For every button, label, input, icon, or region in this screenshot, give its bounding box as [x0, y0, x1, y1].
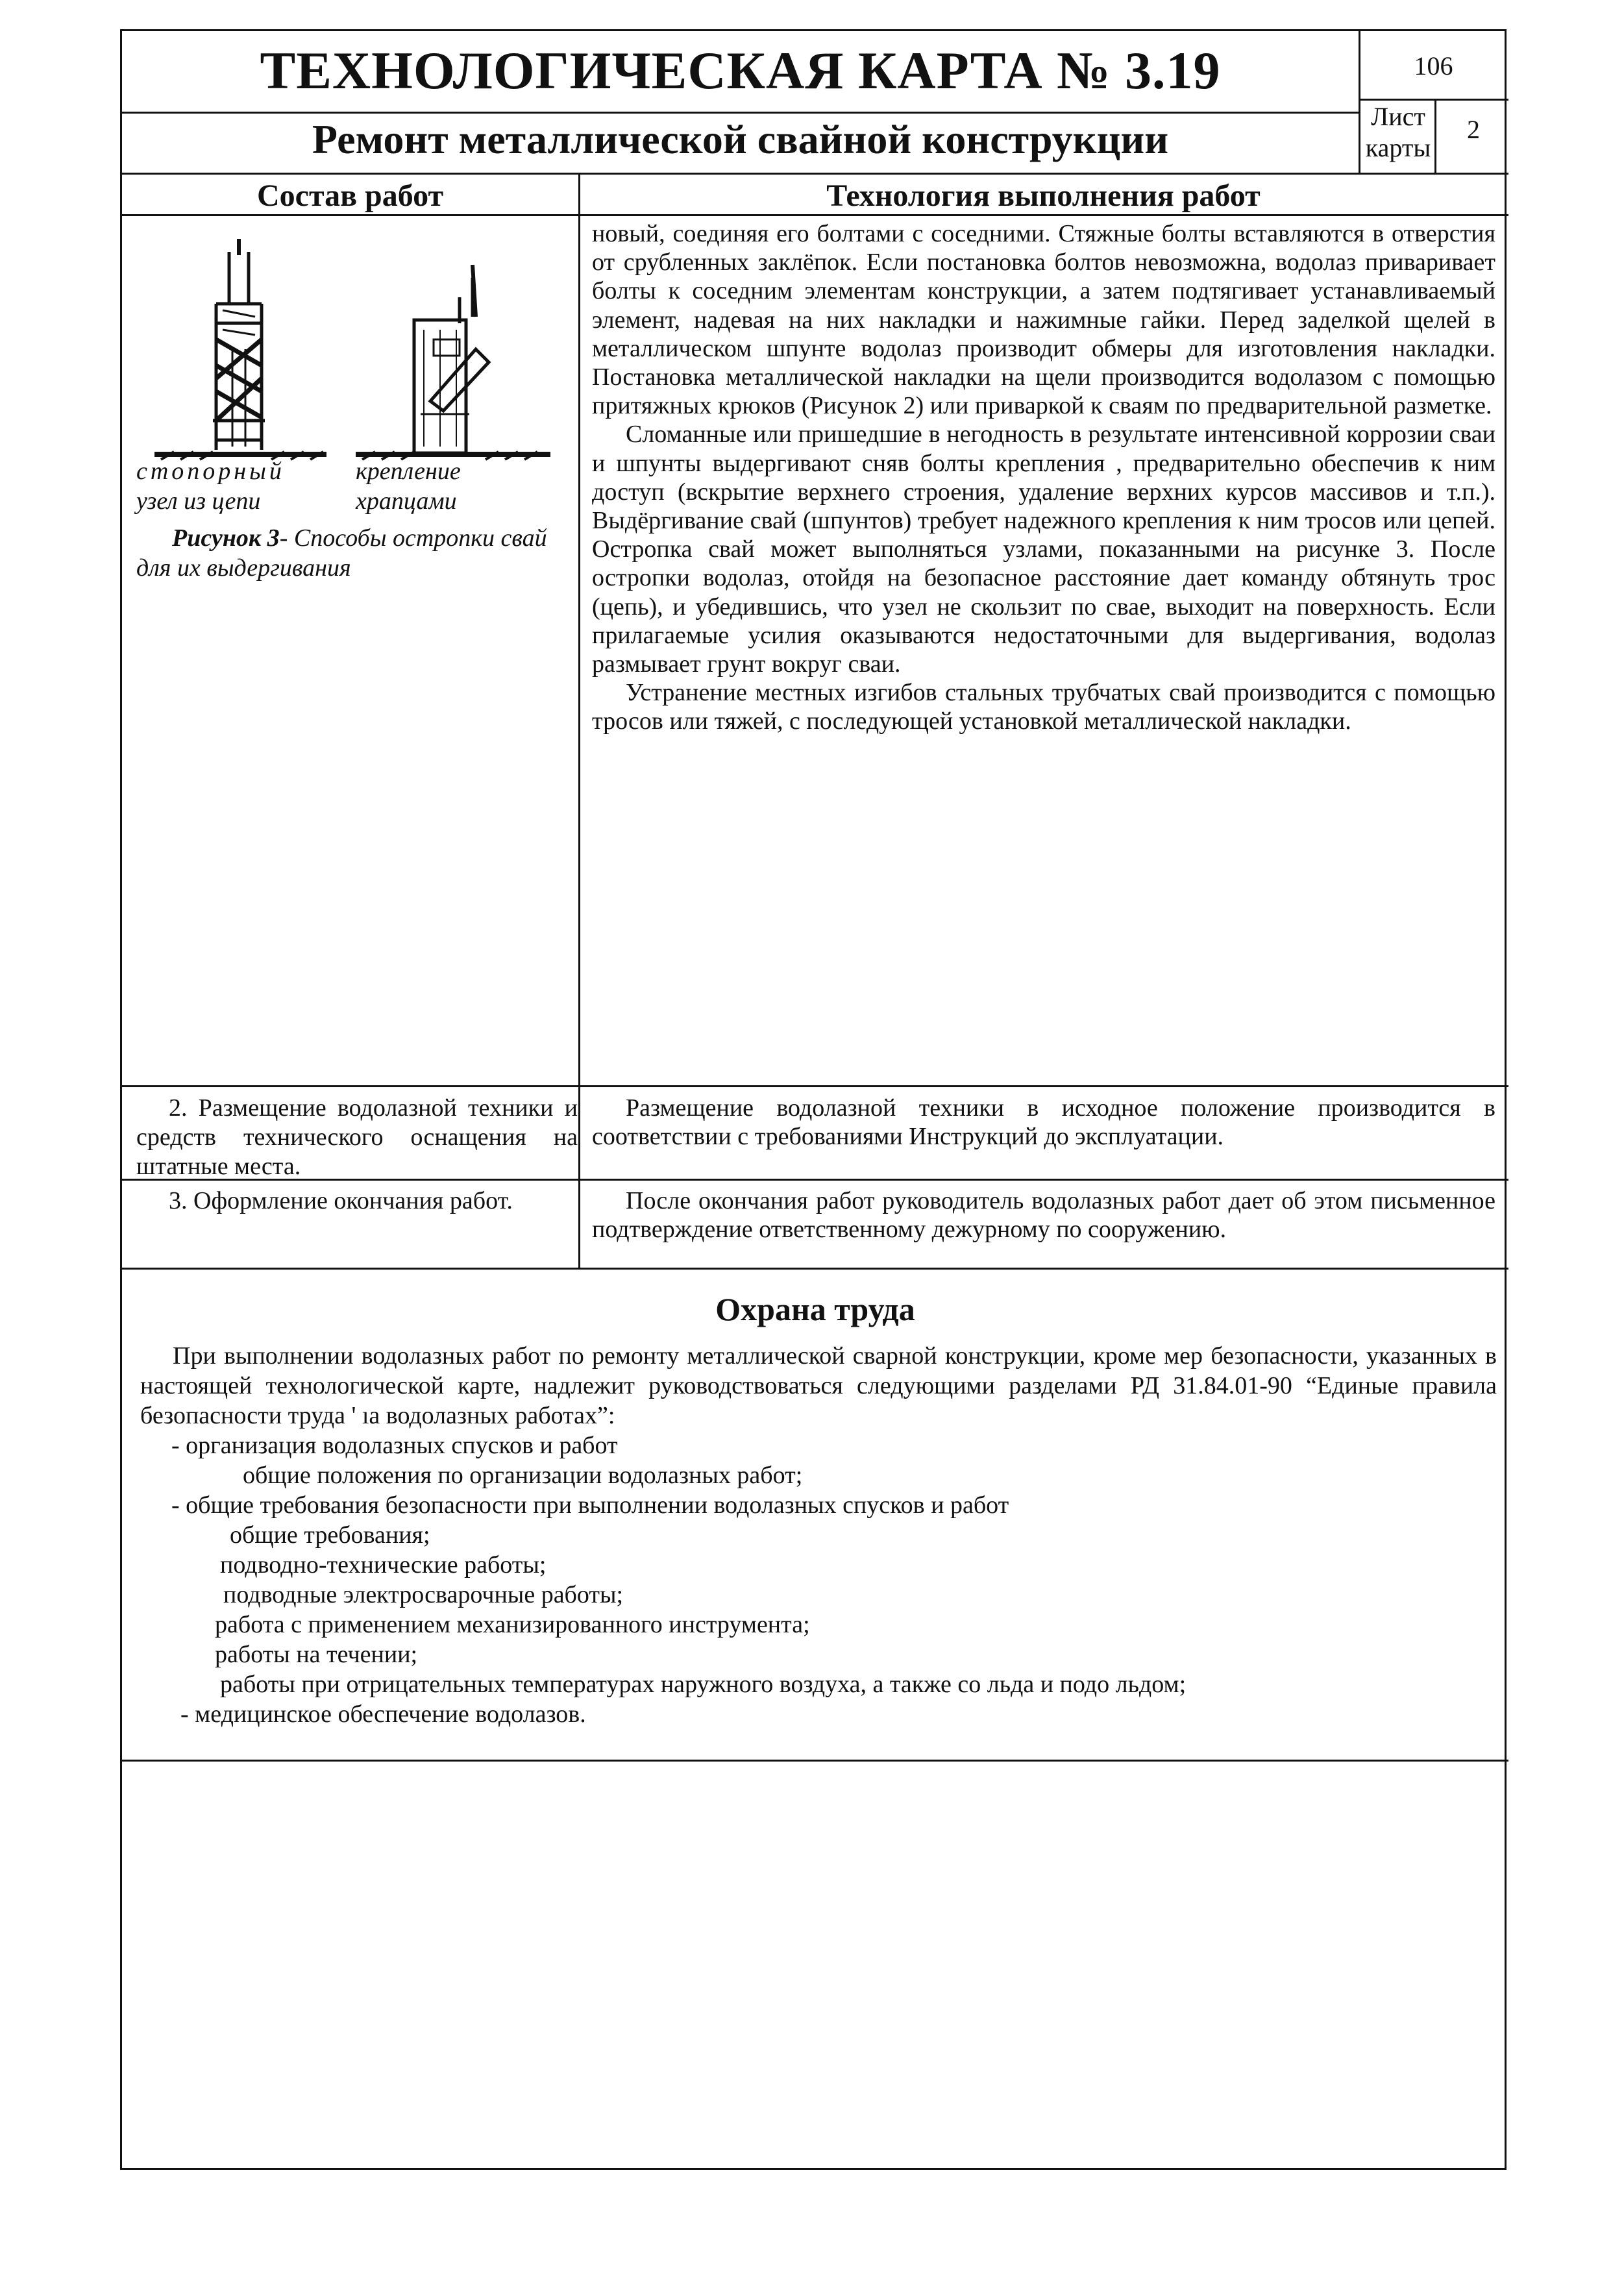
safety-item-7: работа с применением механизированного инструмента;	[215, 1611, 810, 1638]
row-1-bottom-line	[122, 1085, 1508, 1087]
safety-intro: При выполнении водолазных работ по ремонту металлической сварной конструкции, кроме мер безопасности, указанных в настоящей технологической карте, надлежит руководствоваться следующими разделами РД 31.84.01-90 “Единые правила безопасности труда ' ıа водолазных работах”:	[140, 1342, 1497, 1429]
row-2-technology: Размещение водолазной техники в исходное положение производится в соответствии с требованиями Инструкций до эксплуатации.	[592, 1094, 1495, 1151]
sheet-label	[1362, 101, 1434, 164]
row-3-work-item: 3. Оформление окончания работ.	[169, 1187, 513, 1214]
figure-label-2	[356, 456, 461, 516]
chain-knot-drawing	[154, 239, 326, 460]
sheet-label-line-1: Лист	[1371, 102, 1425, 131]
page-box-divider	[1359, 99, 1508, 101]
safety-item-4: общие требования;	[230, 1521, 430, 1549]
safety-item-6: подводные электросварочные работы;	[223, 1581, 624, 1608]
document-title: ТЕХНОЛОГИЧЕСКАЯ КАРТА № 3.19	[260, 41, 1221, 100]
column-divider	[578, 173, 580, 1268]
header-bottom-line	[122, 173, 1508, 175]
safety-text	[140, 1341, 1497, 1729]
row-3-bottom-line	[122, 1268, 1508, 1270]
sheet-number: 2	[1467, 115, 1480, 144]
column-header-right: Технология выполнения работ	[826, 178, 1261, 213]
tech-paragraph-1: новый, соединяя его болтами с соседними. Стяжные болты вставляются в отверстия от срубленных заклёпок. Если постановка болтов невозможна, водолаз приваривает болты к соседним элементам конструкции, а затем подтягивает устанавливаемый элемент, надевая на них накладки и нажимные гайки. Перед заделкой щелей в металлическом шпунте водолаз производит обмеры для изготовления накладки. Постановка металлической накладки на щели производится водолазом с помощью притяжных крюков (Рисунок 2) или приваркой к сваям по предварительной разметке.	[592, 220, 1495, 420]
figure-label-2-line-1: крепление	[356, 458, 461, 485]
safety-item-10: - медицинское обеспечение водолазов.	[180, 1701, 586, 1728]
safety-item-5: подводно-технические работы;	[220, 1551, 547, 1579]
sheet-box-divider	[1434, 99, 1436, 173]
row-2-work-item: 2. Размещение водолазной техники и средств технического оснащения на штатные места.	[136, 1094, 578, 1180]
figure-caption-number: Рисунок 3	[172, 524, 280, 552]
safety-item-1: - организация водолазных спусков и работ	[171, 1432, 618, 1459]
technology-text	[592, 219, 1495, 736]
page-number: 106	[1414, 51, 1453, 80]
safety-item-2: общие положения по организации водолазных работ;	[243, 1462, 803, 1489]
safety-item-3: - общие требования безопасности при выполнении водолазных спусков и работ	[171, 1492, 1009, 1519]
pile-slinging-figure	[135, 226, 570, 466]
figure-label-2-line-2: храпцами	[356, 487, 457, 515]
safety-item-9: работы при отрицательных температурах наружного воздуха, а также со льда и подо льдом;	[220, 1671, 1187, 1698]
clamp-fastening-drawing	[356, 265, 550, 460]
figure-label-1-line-2: узел из цепи	[136, 487, 261, 515]
safety-section-title: Охрана труда	[715, 1291, 915, 1327]
figure-caption-text: - Способы остропки свай для их выдергивания	[136, 524, 547, 582]
safety-bottom-line	[122, 1760, 1508, 1762]
document-subtitle: Ремонт металлической свайной конструкции	[312, 116, 1169, 162]
tech-paragraph-2: Сломанные или пришедшие в негодность в результате интенсивной коррозии сваи и шпунты выдергивают сняв болты крепления , предварительно обеспечив к ним доступ (вскрытие верхнего строения, удаление верхних курсов массивов и т.п.). Выдёргивание свай (шпунтов) требует надежного крепления к ним тросов или цепей. Остропка свай может выполняться узлами, показанными на рисунке 3. После остропки водолаз, отойдя на безопасное расстояние дает команду обтянуть трос (цепь), и убедившись, что узел не скользит по свае, выходит на поверхность. Если прилагаемые усилия оказываются недостаточными для выдергивания, водолаз размывает грунт вокруг сваи.	[592, 421, 1495, 678]
document-frame	[120, 29, 1507, 2170]
figure-label-1	[136, 456, 285, 516]
sheet-label-line-2: карты	[1365, 133, 1431, 162]
column-header-line	[122, 214, 1508, 216]
title-divider	[122, 112, 1359, 114]
figure-label-1-line-1: стопорный	[136, 458, 285, 485]
safety-item-8: работы на течении;	[215, 1641, 418, 1668]
figure-caption	[136, 523, 584, 583]
row-3-technology: После окончания работ руководитель водолазных работ дает об этом письменное подтверждение ответственному дежурному по сооружению.	[592, 1187, 1495, 1244]
tech-paragraph-3: Устранение местных изгибов стальных трубчатых свай производится с помощью тросов или тяжей, с последующей установкой металлической накладки.	[592, 679, 1495, 735]
column-header-left: Состав работ	[256, 178, 444, 213]
